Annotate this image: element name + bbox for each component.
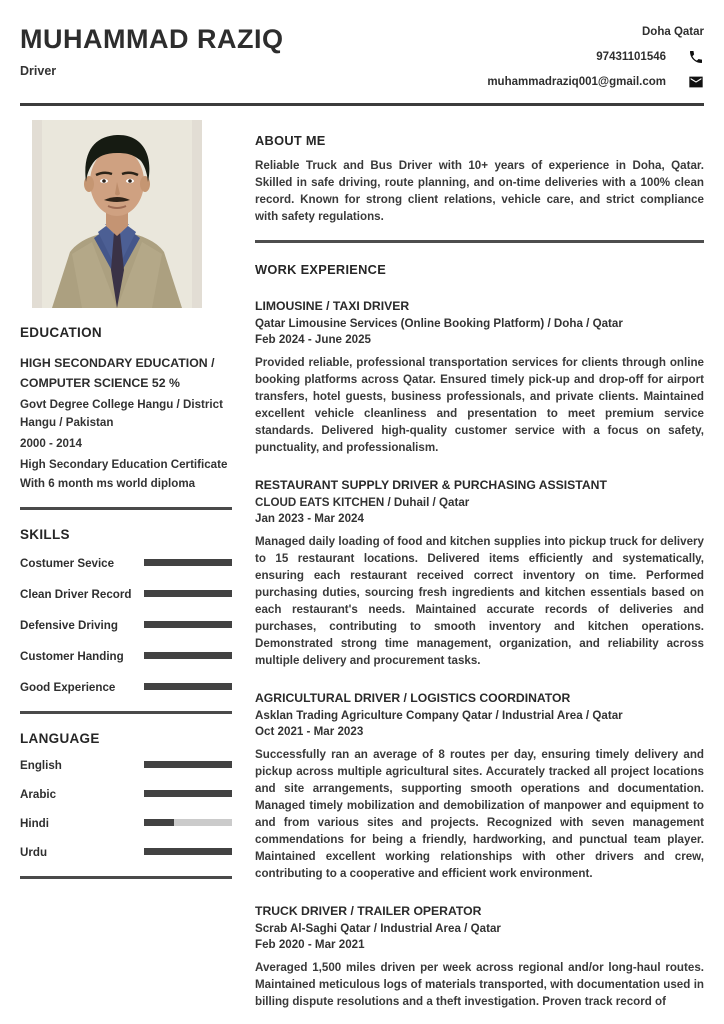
job-dates: Feb 2020 - Mar 2021: [255, 937, 365, 951]
job-company: Qatar Limousine Services (Online Booking Platform) / Doha / Qatar: [255, 316, 623, 330]
person-job-title: Driver: [20, 64, 57, 78]
main-content: [255, 106, 704, 1010]
job-description: Managed daily loading of food and kitchen supplies into pickup truck for delivery to 15 restaurant locations. Delivered items efficiently and systematically, ensuring each restaurant received correct inventory on time. Performed purchasing duties, sourcing fresh ingredients and kitchen essentials based on each restaurant's needs. Maintained accurate records of deliveries and purchases, contributing to smooth inventory and kitchen operations. Demonstrated strong time management, organization, and reliability across multiple delivery and procurement tasks.: [255, 534, 704, 667]
about-divider: [255, 240, 704, 243]
skills-heading: SKILLS: [20, 527, 70, 543]
phone-text: 97431101546: [596, 50, 666, 63]
language-bar: [144, 819, 232, 826]
education-years: 2000 - 2014: [20, 437, 82, 451]
job-title: LIMOUSINE / TAXI DRIVER: [255, 298, 410, 313]
contact-email-row: [487, 73, 704, 90]
body-columns: [0, 106, 724, 1010]
education-heading: EDUCATION: [20, 325, 102, 340]
job-dates: Feb 2024 - June 2025: [255, 332, 371, 346]
sidebar: [20, 106, 232, 1010]
language-bar: [144, 848, 232, 855]
skill-row: [20, 586, 232, 604]
skill-bar-fill: [144, 559, 232, 566]
contact-phone-row: [596, 48, 704, 65]
language-label: Hindi: [20, 817, 49, 831]
job-entry: [255, 478, 704, 669]
skill-bar: [144, 621, 232, 628]
job-title: TRUCK DRIVER / TRAILER OPERATOR: [255, 903, 482, 918]
language-bar-fill: [144, 761, 232, 768]
work-experience-heading: WORK EXPERIENCE: [255, 261, 387, 277]
skill-label: Costumer Sevice: [20, 557, 115, 571]
skill-bar: [144, 590, 232, 597]
skill-bar: [144, 652, 232, 659]
skill-bar: [144, 683, 232, 690]
location-text: Doha Qatar: [642, 26, 704, 38]
job-description: Provided reliable, professional transportation services for clients through online booking platforms across Qatar. Ensured timely pick-up and drop-off for airport transfers, hotel guests, business professionals, and private clients. Maintained excellent vehicle cleanliness and presentation to meet premium service standards. Delivered high-quality customer service with a focus on safety, punctuality, and professionalism.: [255, 355, 704, 454]
skill-row: [20, 648, 232, 666]
language-row: [20, 815, 232, 833]
job-company: Scrab Al-Saghi Qatar / Industrial Area / Qatar: [255, 921, 501, 935]
language-bar-fill: [144, 848, 232, 855]
skill-label: Defensive Driving: [20, 619, 118, 633]
language-row: [20, 844, 232, 862]
skill-bar-fill: [144, 590, 232, 597]
skill-row: [20, 555, 232, 573]
skill-bar-fill: [144, 652, 232, 659]
language-bar-fill: [144, 790, 232, 797]
job-company: CLOUD EATS KITCHEN / Duhail / Qatar: [255, 495, 470, 509]
skill-row: [20, 679, 232, 697]
job-entry: [255, 691, 704, 882]
language-bar: [144, 790, 232, 797]
language-label: English: [20, 759, 62, 773]
contact-block: [487, 24, 704, 90]
envelope-icon: [687, 73, 704, 90]
about-text: Reliable Truck and Bus Driver with 10+ years of experience in Doha, Qatar. Skilled in safe driving, route planning, and on-time deliveries with a 100% clean record. Known for strong client relations, vehicle care, and strict compliance with safety regulations.: [255, 159, 704, 223]
skill-bar-fill: [144, 621, 232, 628]
skill-bar-fill: [144, 683, 232, 690]
language-label: Urdu: [20, 846, 48, 860]
about-heading: ABOUT ME: [255, 133, 326, 148]
job-entry: [255, 904, 704, 1010]
skill-label: Good Experience: [20, 681, 116, 695]
person-name: MUHAMMAD RAZIQ: [20, 24, 284, 54]
portrait-illustration: [32, 120, 202, 308]
job-title: AGRICULTURAL DRIVER / LOGISTICS COORDINATOR: [255, 690, 571, 705]
job-entry: [255, 299, 704, 456]
language-heading: LANGUAGE: [20, 731, 100, 747]
header: [0, 0, 724, 90]
skill-label: Customer Handing: [20, 650, 124, 664]
skill-label: Clean Driver Record: [20, 588, 132, 602]
header-identity: [20, 24, 283, 78]
education-note: High Secondary Education Certificate With 6 month ms world diploma: [20, 457, 228, 490]
skills-section: [20, 527, 232, 697]
portrait-photo: [32, 120, 202, 308]
skill-row: [20, 617, 232, 635]
education-degree: HIGH SECONDARY EDUCATION / COMPUTER SCIENCE 52 %: [20, 356, 215, 391]
email-text: muhammadraziq001@gmail.com: [487, 75, 666, 88]
language-label: Arabic: [20, 788, 57, 802]
job-description: Averaged 1,500 miles driven per week across regional and/or long-haul routes. Maintained meticulous logs of materials transported, with documentation used in billing dispute resolutions and a theft investigation. Proven track record of: [255, 960, 704, 1008]
skill-bar: [144, 559, 232, 566]
sidebar-divider: [20, 711, 232, 714]
sidebar-divider: [20, 876, 232, 879]
job-company: Asklan Trading Agriculture Company Qatar / Industrial Area / Qatar: [255, 708, 623, 722]
language-row: [20, 786, 232, 804]
language-bar-fill: [144, 819, 174, 826]
language-bar: [144, 761, 232, 768]
job-dates: Jan 2023 - Mar 2024: [255, 511, 364, 525]
job-description: Successfully ran an average of 8 routes per day, ensuring timely delivery and pickup across multiple agricultural sites. Accurately tracked all project locations and site arrangements, supporting smooth operations and documentation. Managed timely mobilization and demobilization of manpower and equipment to and from various sites and projects. Recognized with seven management commendations for being a friendly, hardworking, and punctual team player. Maintained excellent working relationships with other drivers and crew, contributing to a cooperative and efficient work environment.: [255, 747, 704, 880]
sidebar-divider: [20, 507, 232, 510]
language-row: [20, 757, 232, 775]
language-section: [20, 731, 232, 862]
education-school: Govt Degree College Hangu / District Hangu / Pakistan: [20, 397, 223, 430]
job-title: RESTAURANT SUPPLY DRIVER & PURCHASING ASSISTANT: [255, 477, 607, 492]
contact-location-row: [642, 24, 704, 40]
phone-icon: [687, 48, 704, 65]
job-dates: Oct 2021 - Mar 2023: [255, 724, 364, 738]
